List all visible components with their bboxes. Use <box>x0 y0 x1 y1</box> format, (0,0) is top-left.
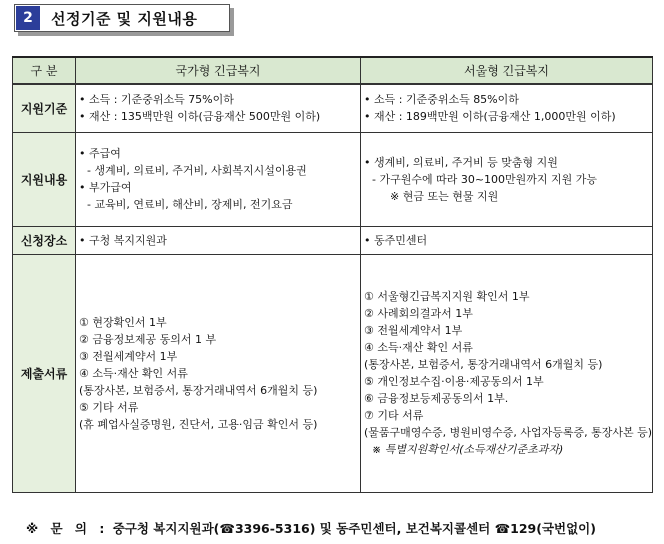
national-criteria-cell <box>76 84 361 132</box>
seoul-support-cell <box>361 132 653 226</box>
list-item: • 부가급여 <box>79 181 132 194</box>
section-title: 선정기준 및 지원내용 <box>51 10 198 28</box>
inquiry-label: ※ 문 의 : <box>26 521 109 536</box>
table-row-support <box>13 132 653 226</box>
welfare-comparison-table <box>12 56 653 493</box>
list-item: ② 사례회의결과서 1부 <box>364 307 473 320</box>
list-item: • 생계비, 의료비, 주거비 등 맞춤형 지원 <box>364 155 558 169</box>
list-item: ※ 현금 또는 현물 지원 <box>390 189 499 203</box>
list-item: ※ 특별지원확인서(소득재산기준초과자) <box>372 443 564 456</box>
list-item: ④ 소득·재산 확인 서류 <box>79 366 188 380</box>
list-item: • 소득 : 기준중위소득 85%이하 <box>364 93 519 107</box>
list-item: ⑦ 기타 서류 <box>364 409 424 422</box>
inquiry-note <box>26 519 596 537</box>
list-item: ④ 소득·재산 확인 서류 <box>364 341 473 354</box>
list-item: • 재산 : 189백만원 이하(금융재산 1,000만원 이하) <box>364 110 616 124</box>
seoul-criteria-cell <box>361 84 653 132</box>
list-item: ② 금융정보제공 동의서 1 부 <box>79 332 217 346</box>
list-item: ⑤ 기타 서류 <box>79 400 139 414</box>
seoul-location-cell <box>361 226 653 254</box>
list-item: ① 현장확인서 1부 <box>79 315 167 329</box>
section-number-badge: 2 <box>16 6 40 30</box>
table-row-criteria <box>13 84 653 132</box>
list-item: ⑥ 금융정보등제공동의서 1부. <box>364 392 509 405</box>
list-item: - 생계비, 의료비, 주거비, 사회복지시설이용권 <box>87 164 307 177</box>
list-item: ③ 전월세계약서 1부 <box>364 324 463 337</box>
inquiry-text: 중구청 복지지원과(☎3396-5316) 및 동주민센터, 보건복지콜센터 ☎129(국번없이) <box>112 521 596 536</box>
list-item: (휴 폐업사실증명원, 진단서, 고용·임금 확인서 등) <box>79 417 318 431</box>
list-item: (물품구매영수증, 병원비영수증, 사업자등록증, 통장사본 등) <box>364 426 653 439</box>
header-seoul: 서울형 긴급복지 <box>361 57 653 84</box>
row-label: 지원내용 <box>13 132 76 226</box>
list-item: • 소득 : 기준중위소득 75%이하 <box>79 93 234 107</box>
list-item: ③ 전월세계약서 1부 <box>79 349 178 363</box>
table-row-documents <box>13 254 653 492</box>
list-item: (통장사본, 보험증서, 통장거래내역서 6개월치 등) <box>364 358 603 371</box>
national-support-cell <box>76 132 361 226</box>
list-item: (통장사본, 보험증서, 통장거래내역서 6개월치 등) <box>79 383 318 397</box>
list-item: ⑤ 개인정보수집·이용·제공동의서 1부 <box>364 375 544 388</box>
list-item: • 구청 복지지원과 <box>79 233 167 247</box>
national-documents-cell <box>76 254 361 492</box>
seoul-documents-cell <box>361 254 653 492</box>
list-item: • 동주민센터 <box>364 233 428 247</box>
list-item: - 교육비, 연료비, 해산비, 장제비, 전기요금 <box>87 198 293 211</box>
list-item: • 주급여 <box>79 147 121 160</box>
list-item: • 재산 : 135백만원 이하(금융재산 500만원 이하) <box>79 110 321 124</box>
header-national: 국가형 긴급복지 <box>76 57 361 84</box>
row-label: 지원기준 <box>13 84 76 132</box>
header-category: 구 분 <box>13 57 76 84</box>
table-row-location <box>13 226 653 254</box>
row-label: 신청장소 <box>13 226 76 254</box>
table-header-row <box>13 57 653 84</box>
section-header <box>14 4 234 34</box>
list-item: - 가구원수에 따라 30~100만원까지 지원 가능 <box>372 172 598 186</box>
row-label: 제출서류 <box>13 254 76 492</box>
national-location-cell <box>76 226 361 254</box>
section-title-box <box>14 4 230 32</box>
list-item: ① 서울형긴급복지지원 확인서 1부 <box>364 290 530 303</box>
